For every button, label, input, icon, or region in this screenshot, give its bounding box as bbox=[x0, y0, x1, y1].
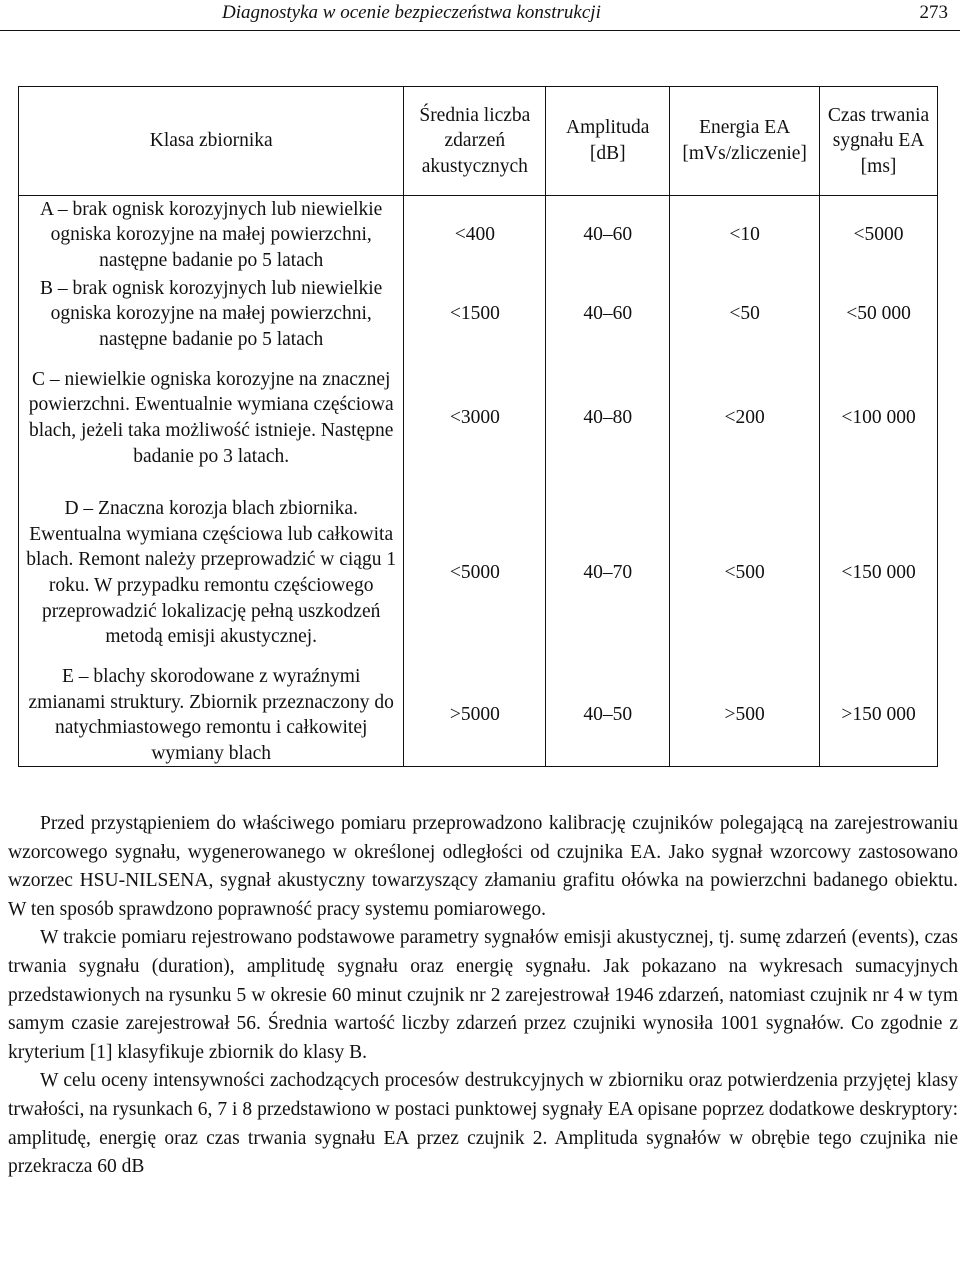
page-number: 273 bbox=[919, 2, 948, 23]
table-row bbox=[19, 664, 938, 767]
energy-cell: <200 bbox=[670, 354, 820, 482]
events-cell: <400 bbox=[404, 196, 546, 275]
amplitude-cell: 40–60 bbox=[546, 196, 670, 275]
amplitude-cell: 40–50 bbox=[546, 664, 670, 767]
header-amplitude: Amplituda [dB] bbox=[546, 87, 670, 196]
paragraph-measurement: W trakcie pomiaru rejestrowano podstawowe parametry sygnałów emisji akustycznej, tj. sumę zdarzeń (events), czas trwania sygnału (duration), amplitudę sygnału oraz energię sygnału. Jak pokazano na wykresach sumacyjnych przedstawionych na rysunku 5 w okresie 60 minut czujnik nr 2 zarejestrował 1946 zdarzeń, natomiast czujnik nr 4 w tym samym czasie zarejestrował 56. Średnia wartość liczby zdarzeń przez czujniki wynosiła 1001 sygnałów. Co zgodnie z kryterium [1] klasyfikuje zbiornik do klasy B. bbox=[8, 927, 958, 1063]
events-cell: <3000 bbox=[404, 354, 546, 482]
duration-cell: <150 000 bbox=[820, 482, 938, 664]
duration-cell: >150 000 bbox=[820, 664, 938, 767]
paragraph-calibration: Przed przystąpieniem do właściwego pomiaru przeprowadzono kalibrację czujników polegającą na zarejestrowaniu wzorcowego sygnału, wygenerowanego w określonej odległości od czujnika EA. Jako sygnał wzorcowy zastosowano wzorzec HSU-NILSENA, sygnał akustyczny towarzyszący złamaniu grafitu ołówka na powierzchni badanego obiektu. W ten sposób sprawdzono poprawność pracy systemu pomiarowego. bbox=[8, 813, 958, 920]
duration-cell: <5000 bbox=[820, 196, 938, 275]
table-row bbox=[19, 482, 938, 664]
table-row bbox=[19, 274, 938, 354]
amplitude-cell: 40–80 bbox=[546, 354, 670, 482]
events-cell: >5000 bbox=[404, 664, 546, 767]
tank-class-cell: E – blachy skorodowane z wyraźnymi zmianami struktury. Zbiornik przeznaczony do natychmiastowego remontu i całkowitej wymiany blach bbox=[19, 664, 404, 767]
events-cell: <5000 bbox=[404, 482, 546, 664]
events-cell: <1500 bbox=[404, 274, 546, 354]
page-header bbox=[0, 0, 960, 31]
header-duration: Czas trwania sygnału EA [ms] bbox=[820, 87, 938, 196]
table-row bbox=[19, 196, 938, 275]
amplitude-cell: 40–60 bbox=[546, 274, 670, 354]
paragraph-evaluation: W celu oceny intensywności zachodzących procesów destrukcyjnych w zbiorniku oraz potwierdzenia przyjętej klasy trwałości, na rysunkach 6, 7 i 8 przedstawiono w postaci punktowej sygnały EA opisane poprzez dodatkowe deskryptory: amplitudę, energię oraz czas trwania sygnału EA przez czujnik 2. Amplituda sygnałów w obrębie tego czujnika nie przekracza 60 dB bbox=[8, 1070, 958, 1178]
duration-cell: <100 000 bbox=[820, 354, 938, 482]
duration-cell: <50 000 bbox=[820, 274, 938, 354]
amplitude-cell: 40–70 bbox=[546, 482, 670, 664]
tank-class-cell: A – brak ognisk korozyjnych lub niewielkie ogniska korozyjne na małej powierzchni, następne badanie po 5 latach bbox=[19, 196, 404, 275]
classification-table bbox=[18, 86, 938, 767]
running-title: Diagnostyka w ocenie bezpieczeństwa konstrukcji bbox=[222, 2, 601, 23]
header-avg-events: Średnia liczba zdarzeń akustycznych bbox=[404, 87, 546, 196]
tank-class-cell: B – brak ognisk korozyjnych lub niewielkie ogniska korozyjne na małej powierzchni, następne badanie po 5 latach bbox=[19, 274, 404, 354]
table-header-row bbox=[19, 87, 938, 196]
tank-class-cell: D – Znaczna korozja blach zbiornika. Ewentualna wymiana częściowa lub całkowita blach. Remont należy przeprowadzić w ciągu 1 roku. W przypadku remontu częściowego przeprowadzić lokalizację pełną uszkodzeń metodą emisji akustycznej. bbox=[19, 482, 404, 664]
table-row bbox=[19, 354, 938, 482]
header-energy: Energia EA [mVs/zliczenie] bbox=[670, 87, 820, 196]
body-text bbox=[8, 810, 958, 1182]
energy-cell: <50 bbox=[670, 274, 820, 354]
energy-cell: <10 bbox=[670, 196, 820, 275]
energy-cell: <500 bbox=[670, 482, 820, 664]
header-tank-class: Klasa zbiornika bbox=[19, 87, 404, 196]
energy-cell: >500 bbox=[670, 664, 820, 767]
tank-class-cell: C – niewielkie ogniska korozyjne na znacznej powierzchni. Ewentualnie wymiana częściowa blach, jeżeli taka możliwość istnieje. Następne badanie po 3 latach. bbox=[19, 354, 404, 482]
